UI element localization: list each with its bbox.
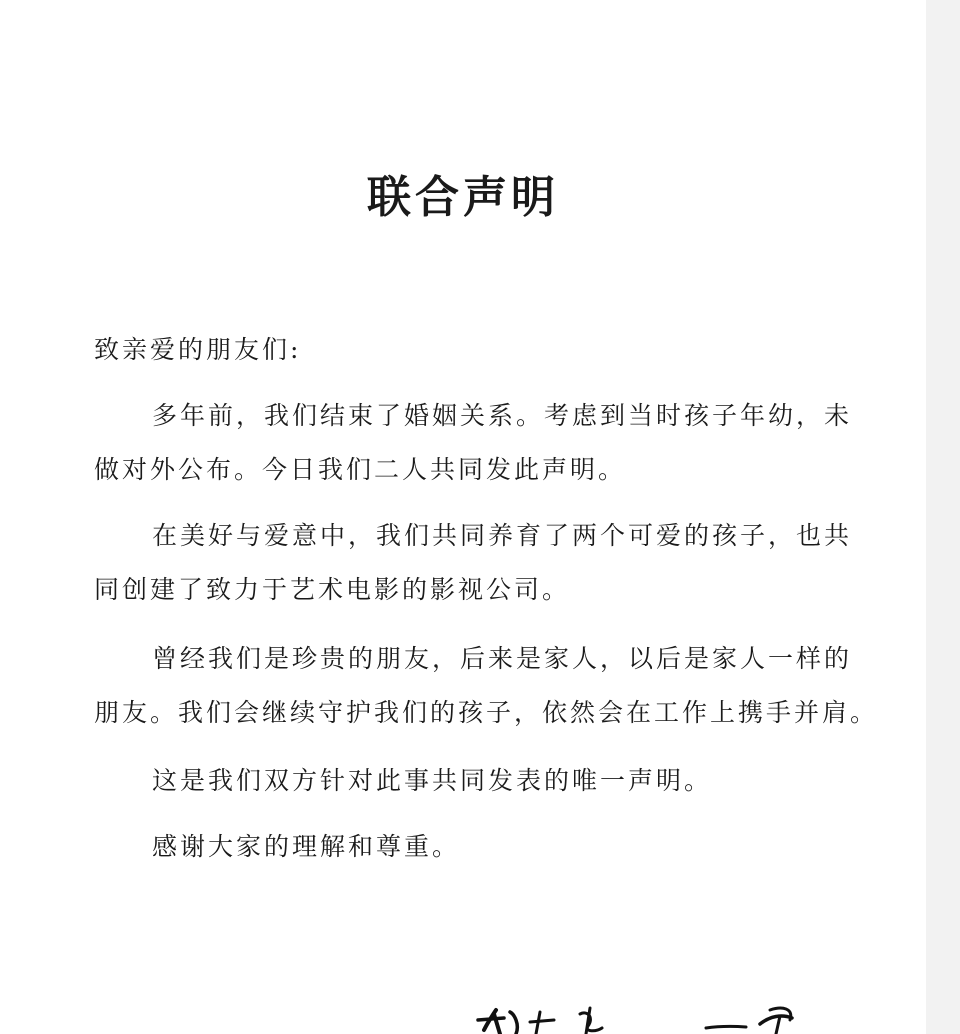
paragraph-5 bbox=[94, 820, 864, 874]
right-margin bbox=[926, 0, 960, 1034]
paragraph-line: 朋友。我们会继续守护我们的孩子，依然会在工作上携手并肩。 bbox=[94, 698, 879, 727]
handwritten-signature bbox=[470, 1000, 830, 1034]
paragraph-line: 这是我们双方针对此事共同发表的唯一声明。 bbox=[152, 766, 713, 795]
paragraph-line: 多年前，我们结束了婚姻关系。考虑到当时孩子年幼，未 bbox=[152, 401, 853, 430]
paragraph-4 bbox=[94, 754, 864, 808]
document-title: 联合声明 bbox=[367, 172, 559, 223]
paragraph-line: 做对外公布。今日我们二人共同发此声明。 bbox=[94, 455, 627, 484]
paragraph-line: 感谢大家的理解和尊重。 bbox=[152, 832, 461, 861]
paragraph-line: 在美好与爱意中，我们共同养育了两个可爱的孩子，也共 bbox=[152, 521, 853, 550]
salutation: 致亲爱的朋友们: bbox=[94, 335, 302, 364]
paragraph-2 bbox=[94, 509, 864, 617]
paragraph-1 bbox=[94, 389, 864, 497]
paragraph-line: 同创建了致力于艺术电影的影视公司。 bbox=[94, 575, 571, 604]
paragraph-line: 曾经我们是珍贵的朋友，后来是家人，以后是家人一样的 bbox=[152, 644, 853, 673]
paragraph-3 bbox=[94, 632, 879, 740]
